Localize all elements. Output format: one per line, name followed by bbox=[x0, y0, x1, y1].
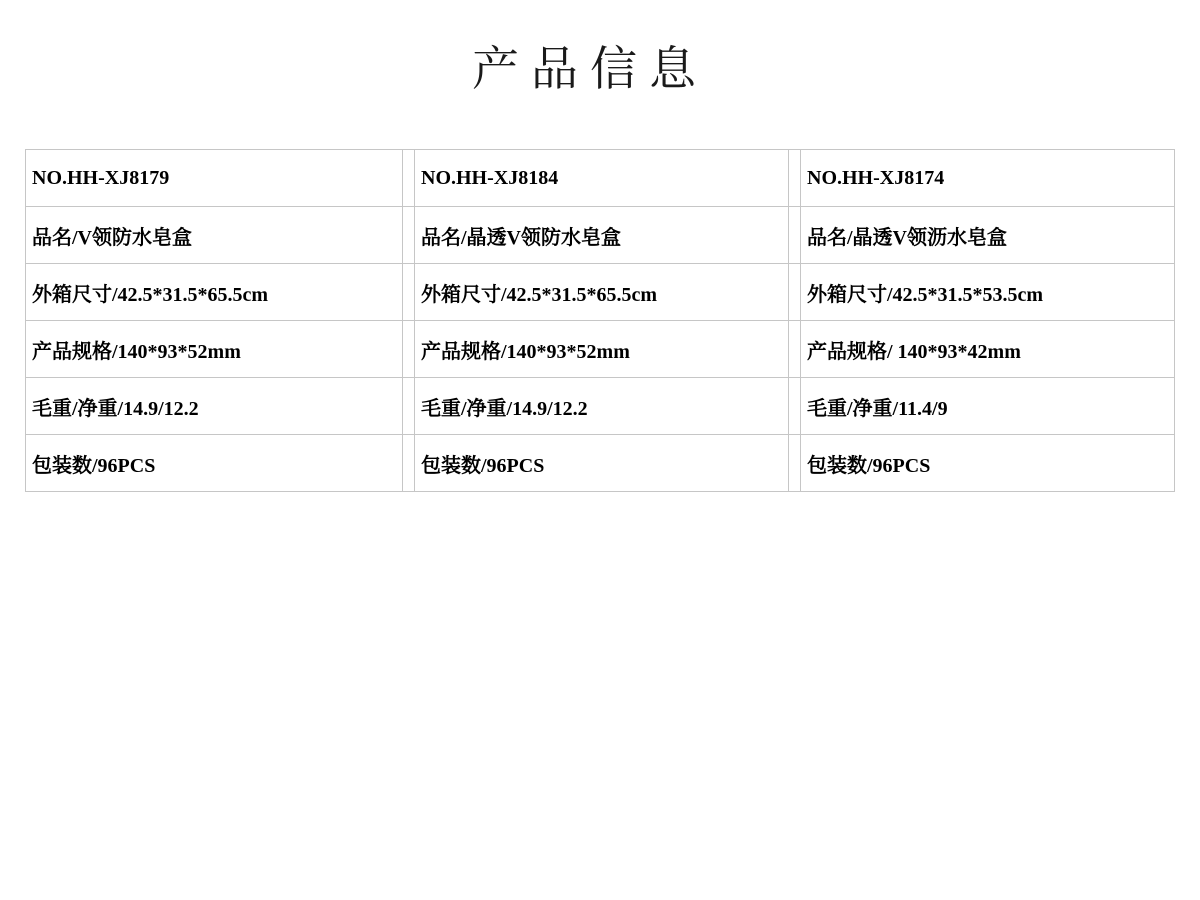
product-1-name: 品名/V领防水皂盒 bbox=[26, 207, 403, 264]
product-3-weight: 毛重/净重/11.4/9 bbox=[801, 378, 1175, 435]
product-3-model: NO.HH-XJ8174 bbox=[801, 150, 1175, 207]
product-2-name: 品名/晶透V领防水皂盒 bbox=[415, 207, 789, 264]
product-spec-table bbox=[25, 149, 1175, 492]
spacer-cell bbox=[789, 207, 801, 264]
spacer-cell bbox=[403, 150, 415, 207]
spacer-cell bbox=[789, 264, 801, 321]
product-2-spec: 产品规格/140*93*52mm bbox=[415, 321, 789, 378]
product-1-model: NO.HH-XJ8179 bbox=[26, 150, 403, 207]
product-3-name: 品名/晶透V领沥水皂盒 bbox=[801, 207, 1175, 264]
spacer-cell bbox=[789, 435, 801, 492]
spacer-cell bbox=[403, 264, 415, 321]
spacer-cell bbox=[403, 321, 415, 378]
product-2-model: NO.HH-XJ8184 bbox=[415, 150, 789, 207]
table-row-carton-size bbox=[26, 264, 1175, 321]
product-2-weight: 毛重/净重/14.9/12.2 bbox=[415, 378, 789, 435]
product-3-carton-size: 外箱尺寸/42.5*31.5*53.5cm bbox=[801, 264, 1175, 321]
spacer-cell bbox=[789, 321, 801, 378]
spacer-cell bbox=[403, 207, 415, 264]
product-2-packing: 包装数/96PCS bbox=[415, 435, 789, 492]
table-row-weight bbox=[26, 378, 1175, 435]
product-3-packing: 包装数/96PCS bbox=[801, 435, 1175, 492]
table-row-packing bbox=[26, 435, 1175, 492]
spacer-cell bbox=[789, 150, 801, 207]
page-title: 产品信息 bbox=[472, 42, 708, 95]
product-1-packing: 包装数/96PCS bbox=[26, 435, 403, 492]
spacer-cell bbox=[403, 435, 415, 492]
table-row-model bbox=[26, 150, 1175, 207]
product-1-weight: 毛重/净重/14.9/12.2 bbox=[26, 378, 403, 435]
table-row-spec bbox=[26, 321, 1175, 378]
product-2-carton-size: 外箱尺寸/42.5*31.5*65.5cm bbox=[415, 264, 789, 321]
spacer-cell bbox=[789, 378, 801, 435]
table-row-name bbox=[26, 207, 1175, 264]
product-3-spec: 产品规格/ 140*93*42mm bbox=[801, 321, 1175, 378]
product-1-carton-size: 外箱尺寸/42.5*31.5*65.5cm bbox=[26, 264, 403, 321]
spacer-cell bbox=[403, 378, 415, 435]
product-1-spec: 产品规格/140*93*52mm bbox=[26, 321, 403, 378]
